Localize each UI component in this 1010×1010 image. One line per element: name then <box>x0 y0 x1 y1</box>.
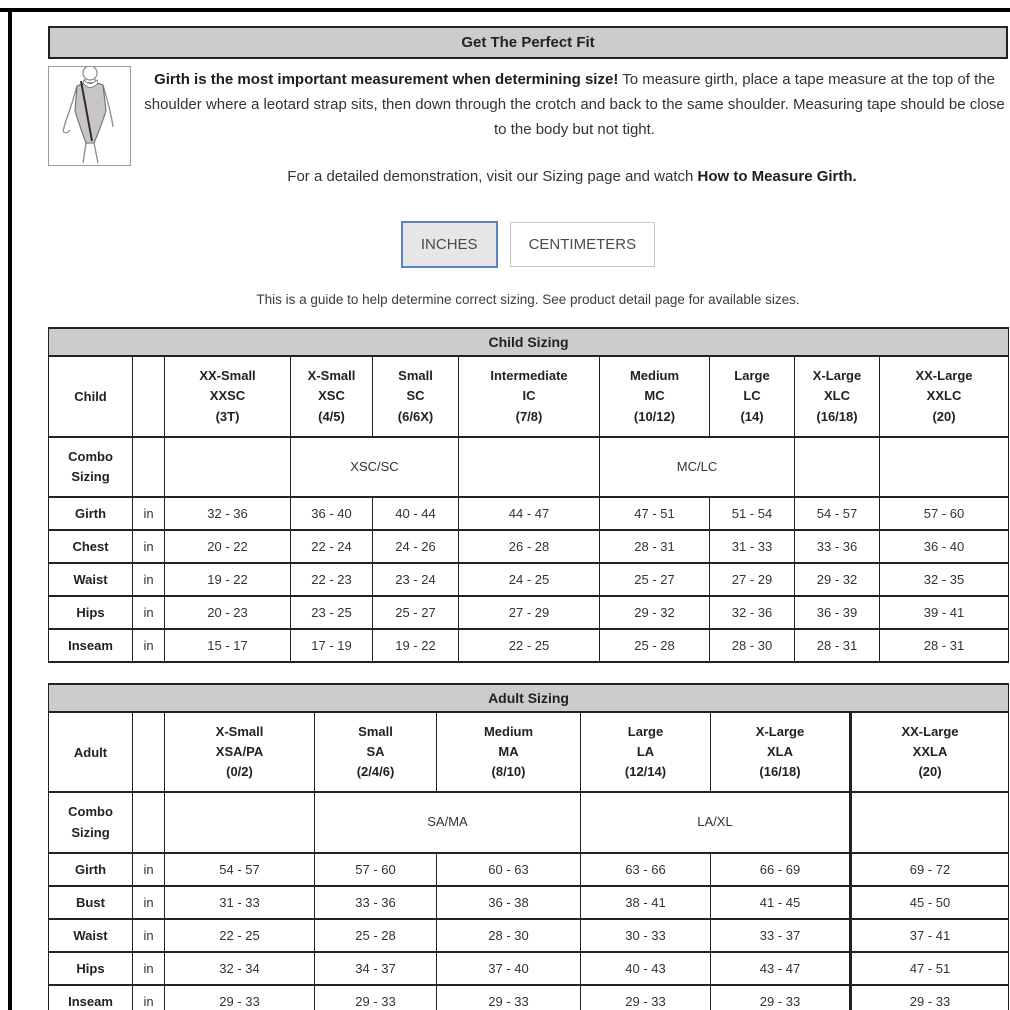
child-chest-value: 33 - 36 <box>795 530 880 563</box>
adult-combo-cell <box>851 792 1009 852</box>
demo-line <box>48 168 1008 185</box>
child-girth-value: 40 - 44 <box>373 497 459 530</box>
child-chest-value: 26 - 28 <box>459 530 600 563</box>
adult-measure-label: Waist <box>49 919 133 952</box>
child-waist-value: 23 - 24 <box>373 563 459 596</box>
adult-inseam-value: 29 - 33 <box>711 985 851 1010</box>
adult-inseam-value: 29 - 33 <box>165 985 315 1010</box>
child-inseam-value: 28 - 30 <box>710 629 795 662</box>
adult-measure-label: Hips <box>49 952 133 985</box>
adult-size-header: Large LA (12/14) <box>581 712 711 792</box>
child-measure-label: Hips <box>49 596 133 629</box>
adult-girth-value: 63 - 66 <box>581 853 711 886</box>
child-waist-value: 25 - 27 <box>600 563 710 596</box>
child-waist-value: 24 - 25 <box>459 563 600 596</box>
adult-girth-value: 60 - 63 <box>437 853 581 886</box>
child-inseam-value: 28 - 31 <box>880 629 1009 662</box>
adult-measure-unit: in <box>133 853 165 886</box>
child-chest-value: 31 - 33 <box>710 530 795 563</box>
child-hips-value: 23 - 25 <box>291 596 373 629</box>
adult-size-header: Medium MA (8/10) <box>437 712 581 792</box>
child-measure-unit: in <box>133 563 165 596</box>
child-inseam-value: 25 - 28 <box>600 629 710 662</box>
child-combo-unit <box>133 437 165 497</box>
adult-combo-cell <box>165 792 315 852</box>
child-hips-value: 20 - 23 <box>165 596 291 629</box>
adult-size-header: X-Large XLA (16/18) <box>711 712 851 792</box>
child-inseam-value: 17 - 19 <box>291 629 373 662</box>
child-hips-value: 36 - 39 <box>795 596 880 629</box>
child-size-header: Small SC (6/6X) <box>373 356 459 436</box>
adult-combo-unit <box>133 792 165 852</box>
adult-bust-value: 41 - 45 <box>711 886 851 919</box>
intro-section <box>48 66 1008 185</box>
adult-measure-label: Girth <box>49 853 133 886</box>
child-inseam-value: 28 - 31 <box>795 629 880 662</box>
adult-bust-value: 36 - 38 <box>437 886 581 919</box>
child-inseam-value: 15 - 17 <box>165 629 291 662</box>
adult-girth-value: 54 - 57 <box>165 853 315 886</box>
centimeters-button[interactable]: CENTIMETERS <box>510 222 656 267</box>
adult-caption: Adult Sizing <box>49 684 1009 712</box>
adult-bust-value: 45 - 50 <box>851 886 1009 919</box>
child-hips-value: 27 - 29 <box>459 596 600 629</box>
screenshot-frame-left <box>8 8 12 1010</box>
girth-instructions-rest: To measure girth, place a tape measure at the top of the shoulder where a leotard strap sits, then down through the crotch and back to the same shoulder. Measuring tape should be close to the body but not tight. <box>144 71 1005 138</box>
adult-measure-label: Inseam <box>49 985 133 1010</box>
adult-size-header: X-Small XSA/PA (0/2) <box>165 712 315 792</box>
child-girth-value: 47 - 51 <box>600 497 710 530</box>
child-hips-value: 29 - 32 <box>600 596 710 629</box>
adult-measure-unit: in <box>133 952 165 985</box>
adult-waist-value: 22 - 25 <box>165 919 315 952</box>
adult-waist-value: 28 - 30 <box>437 919 581 952</box>
child-girth-value: 32 - 36 <box>165 497 291 530</box>
adult-hips-value: 32 - 34 <box>165 952 315 985</box>
child-size-header: Medium MC (10/12) <box>600 356 710 436</box>
child-chest-value: 28 - 31 <box>600 530 710 563</box>
adult-hips-value: 40 - 43 <box>581 952 711 985</box>
child-measure-unit: in <box>133 530 165 563</box>
child-girth-value: 57 - 60 <box>880 497 1009 530</box>
child-combo-cell <box>459 437 600 497</box>
adult-measure-unit: in <box>133 985 165 1010</box>
child-combo-cell: MC/LC <box>600 437 795 497</box>
girth-instructions <box>48 66 1008 142</box>
child-size-header: XX-Small XXSC (3T) <box>165 356 291 436</box>
page-title: Get The Perfect Fit <box>48 26 1008 59</box>
demo-line-bold: How to Measure Girth. <box>697 168 857 186</box>
inches-button[interactable]: INCHES <box>401 221 498 268</box>
child-waist-value: 22 - 23 <box>291 563 373 596</box>
child-size-header: Intermediate IC (7/8) <box>459 356 600 436</box>
adult-hips-value: 34 - 37 <box>315 952 437 985</box>
adult-waist-value: 33 - 37 <box>711 919 851 952</box>
child-girth-value: 51 - 54 <box>710 497 795 530</box>
child-measure-label: Waist <box>49 563 133 596</box>
child-measure-unit: in <box>133 497 165 530</box>
adult-bust-value: 33 - 36 <box>315 886 437 919</box>
adult-size-header: XX-Large XXLA (20) <box>851 712 1009 792</box>
child-measure-label: Chest <box>49 530 133 563</box>
child-waist-value: 19 - 22 <box>165 563 291 596</box>
child-sizing-table <box>48 327 1009 663</box>
adult-girth-value: 69 - 72 <box>851 853 1009 886</box>
child-girth-value: 54 - 57 <box>795 497 880 530</box>
adult-bust-value: 38 - 41 <box>581 886 711 919</box>
child-waist-value: 32 - 35 <box>880 563 1009 596</box>
adult-inseam-value: 29 - 33 <box>437 985 581 1010</box>
adult-combo-cell: SA/MA <box>315 792 581 852</box>
adult-hips-value: 47 - 51 <box>851 952 1009 985</box>
adult-inseam-value: 29 - 33 <box>581 985 711 1010</box>
child-inseam-value: 19 - 22 <box>373 629 459 662</box>
child-hips-value: 39 - 41 <box>880 596 1009 629</box>
unit-toggle <box>48 221 1008 268</box>
child-measure-unit: in <box>133 596 165 629</box>
child-size-header: X-Small XSC (4/5) <box>291 356 373 436</box>
child-combo-cell <box>795 437 880 497</box>
child-measure-label: Girth <box>49 497 133 530</box>
child-girth-value: 44 - 47 <box>459 497 600 530</box>
adult-bust-value: 31 - 33 <box>165 886 315 919</box>
child-combo-cell <box>165 437 291 497</box>
child-waist-value: 29 - 32 <box>795 563 880 596</box>
child-girth-value: 36 - 40 <box>291 497 373 530</box>
adult-measure-unit: in <box>133 886 165 919</box>
child-chest-value: 24 - 26 <box>373 530 459 563</box>
leotard-girth-diagram-icon <box>48 66 131 166</box>
adult-combo-cell: LA/XL <box>581 792 851 852</box>
size-chart-page <box>48 26 1008 1010</box>
child-hips-value: 32 - 36 <box>710 596 795 629</box>
adult-girth-value: 57 - 60 <box>315 853 437 886</box>
adult-sizing-table <box>48 683 1009 1010</box>
child-chest-value: 36 - 40 <box>880 530 1009 563</box>
adult-waist-value: 25 - 28 <box>315 919 437 952</box>
child-combo-cell: XSC/SC <box>291 437 459 497</box>
child-combo-label: Combo Sizing <box>49 437 133 497</box>
child-hips-value: 25 - 27 <box>373 596 459 629</box>
adult-row-group-label: Adult <box>49 712 133 792</box>
adult-waist-value: 37 - 41 <box>851 919 1009 952</box>
child-caption: Child Sizing <box>49 328 1009 356</box>
screenshot-frame-top <box>0 8 1010 12</box>
adult-measure-unit: in <box>133 919 165 952</box>
adult-waist-value: 30 - 33 <box>581 919 711 952</box>
adult-unit-header <box>133 712 165 792</box>
child-chest-value: 22 - 24 <box>291 530 373 563</box>
adult-inseam-value: 29 - 33 <box>315 985 437 1010</box>
demo-line-text: For a detailed demonstration, visit our Sizing page and watch <box>287 168 698 186</box>
child-size-header: Large LC (14) <box>710 356 795 436</box>
child-chest-value: 20 - 22 <box>165 530 291 563</box>
adult-inseam-value: 29 - 33 <box>851 985 1009 1010</box>
child-size-header: X-Large XLC (16/18) <box>795 356 880 436</box>
adult-combo-label: Combo Sizing <box>49 792 133 852</box>
child-combo-cell <box>880 437 1009 497</box>
child-inseam-value: 22 - 25 <box>459 629 600 662</box>
sizing-note: This is a guide to help determine correct sizing. See product detail page for available sizes. <box>256 292 800 308</box>
adult-hips-value: 37 - 40 <box>437 952 581 985</box>
adult-hips-value: 43 - 47 <box>711 952 851 985</box>
adult-size-header: Small SA (2/4/6) <box>315 712 437 792</box>
child-unit-header <box>133 356 165 436</box>
child-waist-value: 27 - 29 <box>710 563 795 596</box>
child-measure-label: Inseam <box>49 629 133 662</box>
girth-instructions-bold: Girth is the most important measurement when determining size! <box>154 71 619 88</box>
child-row-group-label: Child <box>49 356 133 436</box>
child-measure-unit: in <box>133 629 165 662</box>
adult-girth-value: 66 - 69 <box>711 853 851 886</box>
adult-measure-label: Bust <box>49 886 133 919</box>
child-size-header: XX-Large XXLC (20) <box>880 356 1009 436</box>
